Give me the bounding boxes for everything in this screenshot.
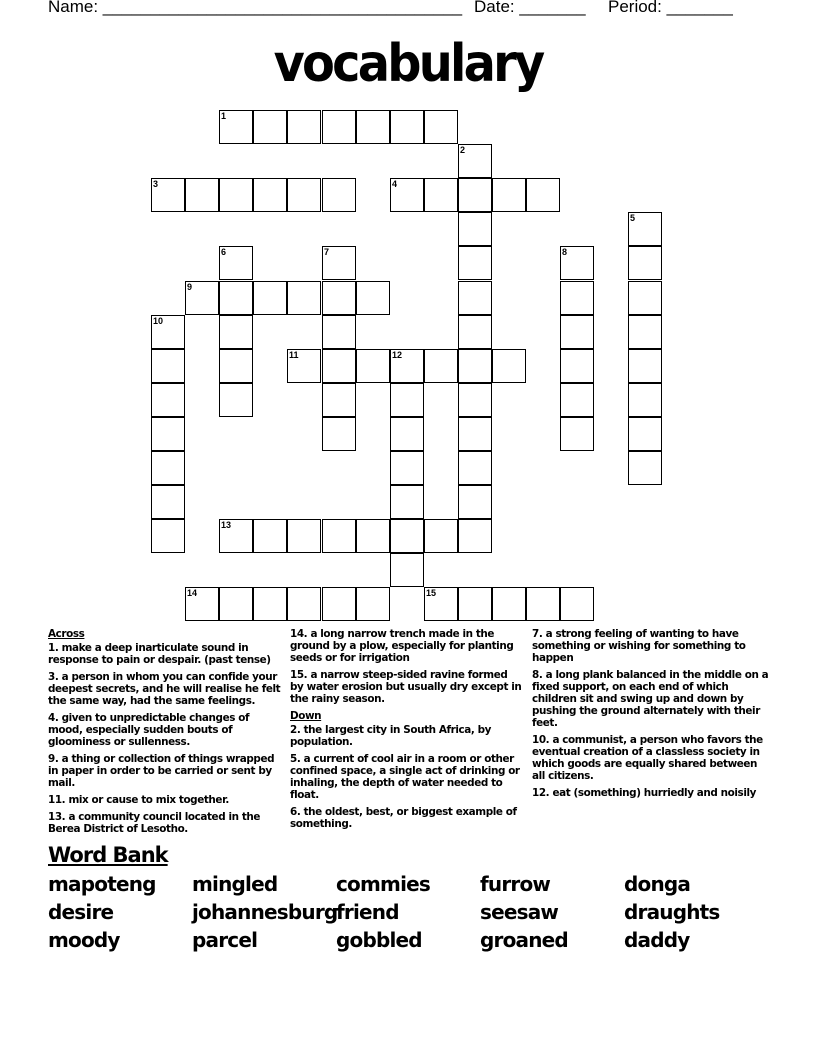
word-bank-item: johannesburg [192, 900, 338, 924]
grid-cell[interactable] [628, 212, 662, 246]
clue-down-2: 2. the largest city in South Africa, by population. [290, 724, 492, 748]
clue-across-3: 3. a person in whom you can confide your deepest secrets, and he will realise he felt the same way, had the same feelings. [48, 671, 281, 707]
grid-cell[interactable] [458, 178, 492, 212]
grid-cell[interactable] [628, 315, 662, 349]
grid-cell[interactable] [458, 281, 492, 315]
grid-cell[interactable] [390, 349, 424, 383]
word-bank [48, 872, 788, 952]
grid-cell[interactable] [151, 485, 185, 519]
grid-cell[interactable] [219, 110, 253, 144]
word-bank-item: mapoteng [48, 872, 156, 896]
clue-across-14: 14. a long narrow trench made in the ground by a plow, especially for planting seeds or for irrigation [290, 628, 514, 664]
grid-cell[interactable] [322, 178, 356, 212]
clues-column-3 [532, 628, 772, 804]
clue-number: 14 [187, 588, 198, 598]
clue-across-11: 11. mix or cause to mix together. [48, 794, 229, 806]
grid-cell[interactable] [628, 281, 662, 315]
clue-down-8: 8. a long plank balanced in the middle on a fixed support, on each end of which children sit and swing up and down by pushing the ground alternately with their feet. [532, 669, 769, 729]
grid-cell[interactable] [628, 383, 662, 417]
grid-cell[interactable] [560, 417, 594, 451]
word-bank-item: parcel [192, 928, 258, 952]
grid-cell[interactable] [151, 519, 185, 553]
grid-cell[interactable] [560, 383, 594, 417]
down-heading: Down [290, 710, 322, 722]
grid-cell[interactable] [219, 246, 253, 280]
clue-down-5: 5. a current of cool air in a room or other confined space, a single act of drinking or inhaling, the depth of water needed to float. [290, 753, 520, 801]
grid-cell[interactable] [526, 587, 560, 621]
word-bank-item: groaned [480, 928, 568, 952]
grid-cell[interactable] [560, 246, 594, 280]
grid-cell[interactable] [628, 417, 662, 451]
grid-cell[interactable] [390, 417, 424, 451]
grid-cell[interactable] [390, 178, 424, 212]
grid-cell[interactable] [492, 349, 526, 383]
grid-cell[interactable] [560, 587, 594, 621]
grid-cell[interactable] [219, 587, 253, 621]
grid-cell[interactable] [322, 246, 356, 280]
grid-cell[interactable] [628, 451, 662, 485]
grid-cell[interactable] [287, 519, 321, 553]
clue-number: 11 [289, 350, 299, 360]
grid-cell[interactable] [492, 587, 526, 621]
grid-cell[interactable] [322, 110, 356, 144]
clue-number: 15 [426, 588, 437, 598]
grid-cell[interactable] [628, 246, 662, 280]
word-bank-item: mingled [192, 872, 278, 896]
grid-cell[interactable] [151, 451, 185, 485]
word-bank-item: seesaw [480, 900, 559, 924]
grid-cell[interactable] [287, 349, 321, 383]
grid-cell[interactable] [492, 178, 526, 212]
grid-cell[interactable] [424, 519, 458, 553]
clue-number: 5 [630, 213, 636, 223]
grid-cell[interactable] [322, 281, 356, 315]
grid-cell[interactable] [458, 315, 492, 349]
grid-cell[interactable] [356, 281, 390, 315]
clue-number: 10 [153, 316, 164, 326]
clue-down-12: 12. eat (something) hurriedly and noisily [532, 787, 757, 799]
grid-cell[interactable] [458, 212, 492, 246]
word-bank-item: daddy [624, 928, 690, 952]
grid-cell[interactable] [322, 587, 356, 621]
grid-cell[interactable] [219, 281, 253, 315]
clue-number: 8 [562, 247, 568, 257]
clue-across-15: 15. a narrow steep-sided ravine formed by water erosion but usually dry except in the rainy season. [290, 669, 522, 705]
grid-cell[interactable] [560, 281, 594, 315]
grid-cell[interactable] [322, 349, 356, 383]
grid-cell[interactable] [458, 246, 492, 280]
grid-cell[interactable] [356, 587, 390, 621]
word-bank-item: draughts [624, 900, 720, 924]
date-field-label: Date: _______ [474, 0, 586, 16]
grid-cell[interactable] [219, 383, 253, 417]
clue-down-7: 7. a strong feeling of wanting to have something or wishing for something to happen [532, 628, 746, 664]
clue-number: 4 [392, 179, 398, 189]
grid-cell[interactable] [219, 349, 253, 383]
grid-cell[interactable] [560, 315, 594, 349]
page-title: vocabulary [273, 34, 543, 94]
grid-cell[interactable] [424, 110, 458, 144]
grid-cell[interactable] [356, 349, 390, 383]
word-bank-item: moody [48, 928, 120, 952]
grid-cell[interactable] [151, 315, 185, 349]
grid-cell[interactable] [287, 110, 321, 144]
grid-cell[interactable] [253, 281, 287, 315]
clue-across-13: 13. a community council located in the Berea District of Lesotho. [48, 811, 261, 835]
clue-across-4: 4. given to unpredictable changes of mood, especially sudden bouts of gloominess or sullenness. [48, 712, 250, 748]
clue-number: 9 [187, 282, 193, 292]
grid-cell[interactable] [219, 315, 253, 349]
grid-cell[interactable] [322, 417, 356, 451]
grid-cell[interactable] [253, 110, 287, 144]
grid-cell[interactable] [322, 383, 356, 417]
clue-down-6: 6. the oldest, best, or biggest example of something. [290, 806, 517, 830]
word-bank-item: commies [336, 872, 430, 896]
grid-cell[interactable] [390, 553, 424, 587]
grid-cell[interactable] [458, 519, 492, 553]
grid-cell[interactable] [458, 451, 492, 485]
word-bank-title: Word Bank [48, 843, 168, 867]
grid-cell[interactable] [185, 178, 219, 212]
clue-number: 6 [221, 247, 227, 257]
clue-number: 2 [460, 145, 466, 155]
grid-cell[interactable] [458, 349, 492, 383]
grid-cell[interactable] [287, 587, 321, 621]
grid-cell[interactable] [390, 451, 424, 485]
clue-number: 12 [392, 350, 403, 360]
grid-cell[interactable] [253, 178, 287, 212]
clues-column-1 [48, 628, 282, 840]
word-bank-item: furrow [480, 872, 551, 896]
grid-cell[interactable] [628, 349, 662, 383]
grid-cell[interactable] [219, 178, 253, 212]
grid-cell[interactable] [151, 383, 185, 417]
grid-cell[interactable] [458, 383, 492, 417]
grid-cell[interactable] [458, 587, 492, 621]
clue-number: 3 [153, 179, 159, 189]
clue-number: 7 [324, 247, 330, 257]
grid-cell[interactable] [287, 281, 321, 315]
grid-cell[interactable] [185, 281, 219, 315]
grid-cell[interactable] [253, 587, 287, 621]
grid-cell[interactable] [526, 178, 560, 212]
grid-cell[interactable] [322, 519, 356, 553]
clue-number: 1 [221, 111, 227, 121]
grid-cell[interactable] [219, 519, 253, 553]
grid-cell[interactable] [151, 417, 185, 451]
grid-cell[interactable] [287, 178, 321, 212]
grid-cell[interactable] [458, 417, 492, 451]
grid-cell[interactable] [151, 349, 185, 383]
grid-cell[interactable] [390, 485, 424, 519]
word-bank-item: gobbled [336, 928, 422, 952]
clue-number: 13 [221, 520, 232, 530]
grid-cell[interactable] [424, 349, 458, 383]
grid-cell[interactable] [322, 315, 356, 349]
grid-cell[interactable] [424, 178, 458, 212]
period-field-label: Period: _______ [608, 0, 733, 16]
grid-cell[interactable] [253, 519, 287, 553]
word-bank-item: desire [48, 900, 114, 924]
grid-cell[interactable] [424, 587, 458, 621]
grid-cell[interactable] [356, 519, 390, 553]
grid-cell[interactable] [356, 110, 390, 144]
grid-cell[interactable] [560, 349, 594, 383]
clues-column-2 [290, 628, 522, 835]
name-field-label: Name: ______________________________________ [48, 0, 463, 16]
word-bank-item: donga [624, 872, 691, 896]
grid-cell[interactable] [390, 519, 424, 553]
clue-across-9: 9. a thing or collection of things wrapped in paper in order to be carried or sent by mail. [48, 753, 275, 789]
grid-cell[interactable] [151, 178, 185, 212]
grid-cell[interactable] [185, 587, 219, 621]
across-heading: Across [48, 628, 85, 640]
grid-cell[interactable] [458, 485, 492, 519]
grid-cell[interactable] [390, 110, 424, 144]
clue-down-10: 10. a communist, a person who favors the eventual creation of a classless society in which goods are equally shared between all citizens. [532, 734, 763, 782]
grid-cell[interactable] [458, 144, 492, 178]
grid-cell[interactable] [390, 383, 424, 417]
clue-across-1: 1. make a deep inarticulate sound in response to pain or despair. (past tense) [48, 642, 271, 666]
word-bank-item: friend [336, 900, 399, 924]
